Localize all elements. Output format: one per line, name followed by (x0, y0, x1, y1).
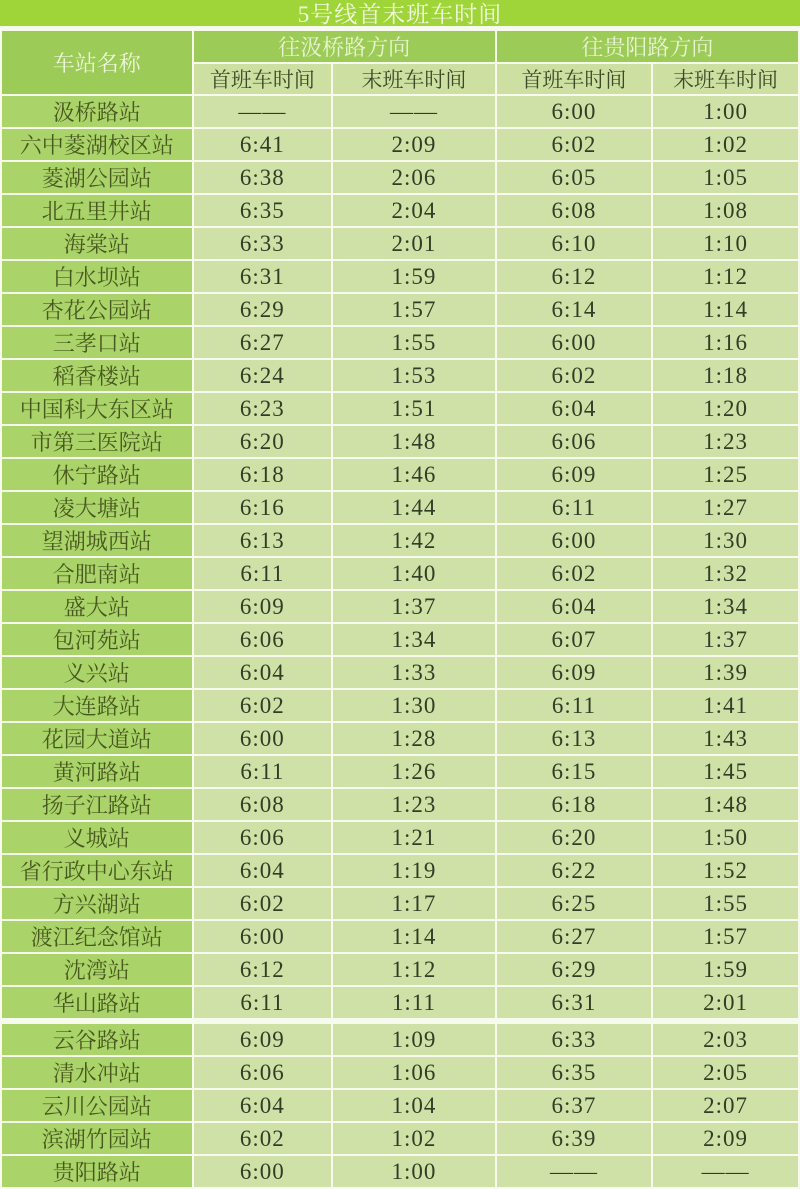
last-train-time-cell: 1:17 (332, 887, 496, 920)
last-train-time-cell: 2:07 (652, 1089, 799, 1122)
last-train-time-cell: 2:01 (652, 986, 799, 1021)
table-row (1, 458, 799, 491)
last-train-time-cell: 1:27 (652, 491, 799, 524)
direction-header-row (1, 30, 799, 63)
first-train-time-cell: 6:12 (193, 953, 333, 986)
last-train-time-cell: 1:14 (652, 293, 799, 326)
station-name-cell: 凌大塘站 (1, 491, 193, 524)
table-row (1, 524, 799, 557)
first-train-time-cell: 6:13 (496, 722, 652, 755)
last-train-time-cell: 1:28 (332, 722, 496, 755)
first-train-time-cell: 6:00 (496, 326, 652, 359)
first-train-time-cell: 6:04 (193, 1089, 333, 1122)
first-train-time-cell: 6:04 (193, 854, 333, 887)
station-name-cell: 望湖城西站 (1, 524, 193, 557)
first-train-time-cell: 6:09 (496, 458, 652, 491)
table-row (1, 854, 799, 887)
first-train-time-cell: 6:23 (193, 392, 333, 425)
last-train-time-cell: 1:21 (332, 821, 496, 854)
table-row (1, 920, 799, 953)
table-row (1, 1089, 799, 1122)
first-train-time-cell: 6:18 (193, 458, 333, 491)
last-train-time-cell: 1:59 (332, 260, 496, 293)
first-train-time-cell: 6:15 (496, 755, 652, 788)
first-train-time-cell: 6:33 (496, 1021, 652, 1056)
last-train-time-cell: 1:59 (652, 953, 799, 986)
station-name-cell: 扬子江路站 (1, 788, 193, 821)
table-row (1, 1021, 799, 1056)
station-name-cell: 海棠站 (1, 227, 193, 260)
first-train-time-cell: 6:05 (496, 161, 652, 194)
station-name-cell: 稻香楼站 (1, 359, 193, 392)
first-train-time-cell: 6:00 (193, 920, 333, 953)
last-train-time-cell: 2:09 (652, 1122, 799, 1155)
table-row (1, 392, 799, 425)
station-name-cell: 杏花公园站 (1, 293, 193, 326)
station-name-cell: 三孝口站 (1, 326, 193, 359)
last-train-time-cell: 1:34 (652, 590, 799, 623)
first-train-time-cell: 6:04 (193, 656, 333, 689)
first-train-time-cell: 6:33 (193, 227, 333, 260)
last-train-time-cell: 1:23 (332, 788, 496, 821)
first-train-time-cell: 6:20 (193, 425, 333, 458)
first-train-time-cell: 6:13 (193, 524, 333, 557)
last-train-time-cell: 1:45 (652, 755, 799, 788)
first-train-time-cell: 6:00 (193, 722, 333, 755)
last-train-time-cell: 1:11 (332, 986, 496, 1021)
dir1-last-train-header: 末班车时间 (332, 63, 496, 95)
first-train-time-cell: 6:10 (496, 227, 652, 260)
last-train-time-cell: 1:55 (332, 326, 496, 359)
last-train-time-cell: 1:51 (332, 392, 496, 425)
last-train-time-cell: 1:09 (332, 1021, 496, 1056)
first-train-time-cell: 6:07 (496, 623, 652, 656)
last-train-time-cell: 1:00 (652, 95, 799, 128)
last-train-time-cell: —— (332, 95, 496, 128)
last-train-time-cell: 2:09 (332, 128, 496, 161)
first-train-time-cell: 6:39 (496, 1122, 652, 1155)
first-train-time-cell: 6:11 (193, 755, 333, 788)
first-train-time-cell: 6:08 (193, 788, 333, 821)
first-train-time-cell: 6:31 (193, 260, 333, 293)
last-train-time-cell: 2:01 (332, 227, 496, 260)
station-name-cell: 大连路站 (1, 689, 193, 722)
last-train-time-cell: 1:16 (652, 326, 799, 359)
dir1-first-train-header: 首班车时间 (193, 63, 333, 95)
table-row (1, 326, 799, 359)
table-row (1, 194, 799, 227)
first-train-time-cell: 6:22 (496, 854, 652, 887)
first-train-time-cell: 6:09 (193, 590, 333, 623)
first-train-time-cell: 6:02 (496, 359, 652, 392)
station-name-cell: 休宁路站 (1, 458, 193, 491)
table-row (1, 953, 799, 986)
first-train-time-cell: 6:41 (193, 128, 333, 161)
table-row (1, 986, 799, 1021)
first-train-time-cell: —— (193, 95, 333, 128)
last-train-time-cell: 1:02 (652, 128, 799, 161)
direction1-header: 往汲桥路方向 (193, 30, 496, 63)
table-row (1, 95, 799, 128)
last-train-time-cell: 1:14 (332, 920, 496, 953)
first-train-time-cell: 6:29 (193, 293, 333, 326)
first-train-time-cell: 6:16 (193, 491, 333, 524)
last-train-time-cell: 1:37 (332, 590, 496, 623)
last-train-time-cell: 1:06 (332, 1056, 496, 1089)
table-row (1, 821, 799, 854)
first-train-time-cell: 6:06 (496, 425, 652, 458)
table-row (1, 227, 799, 260)
table-row (1, 425, 799, 458)
station-name-cell: 贵阳路站 (1, 1155, 193, 1188)
first-train-time-cell: 6:11 (496, 491, 652, 524)
table-row (1, 491, 799, 524)
table-row (1, 1155, 799, 1188)
first-train-time-cell: 6:00 (496, 95, 652, 128)
station-name-cell: 义城站 (1, 821, 193, 854)
direction2-header: 往贵阳路方向 (496, 30, 799, 63)
station-name-cell: 云谷路站 (1, 1021, 193, 1056)
first-train-time-cell: 6:04 (496, 590, 652, 623)
last-train-time-cell: 1:34 (332, 623, 496, 656)
station-name-cell: 盛大站 (1, 590, 193, 623)
last-train-time-cell: 1:44 (332, 491, 496, 524)
last-train-time-cell: 1:57 (332, 293, 496, 326)
table-row (1, 1122, 799, 1155)
table-row (1, 722, 799, 755)
first-train-time-cell: 6:25 (496, 887, 652, 920)
first-train-time-cell: 6:11 (193, 986, 333, 1021)
first-train-time-cell: 6:02 (496, 128, 652, 161)
table-row (1, 260, 799, 293)
table-row (1, 788, 799, 821)
last-train-time-cell: 1:25 (652, 458, 799, 491)
table-row (1, 161, 799, 194)
station-name-cell: 黄河路站 (1, 755, 193, 788)
last-train-time-cell: 1:02 (332, 1122, 496, 1155)
table-row (1, 1056, 799, 1089)
first-train-time-cell: 6:20 (496, 821, 652, 854)
first-train-time-cell: 6:06 (193, 1056, 333, 1089)
last-train-time-cell: 1:18 (652, 359, 799, 392)
last-train-time-cell: 1:30 (652, 524, 799, 557)
last-train-time-cell: 2:04 (332, 194, 496, 227)
first-train-time-cell: 6:06 (193, 821, 333, 854)
station-name-cell: 渡江纪念馆站 (1, 920, 193, 953)
first-train-time-cell: 6:00 (496, 524, 652, 557)
first-train-time-cell: 6:09 (496, 656, 652, 689)
dir2-first-train-header: 首班车时间 (496, 63, 652, 95)
last-train-time-cell: 1:39 (652, 656, 799, 689)
first-train-time-cell: 6:12 (496, 260, 652, 293)
station-name-cell: 花园大道站 (1, 722, 193, 755)
table-row (1, 293, 799, 326)
station-name-cell: 汲桥路站 (1, 95, 193, 128)
first-train-time-cell: 6:37 (496, 1089, 652, 1122)
table-row (1, 689, 799, 722)
last-train-time-cell: 1:32 (652, 557, 799, 590)
station-name-cell: 方兴湖站 (1, 887, 193, 920)
last-train-time-cell: 1:23 (652, 425, 799, 458)
table-row (1, 623, 799, 656)
last-train-time-cell: 1:52 (652, 854, 799, 887)
first-train-time-cell: 6:14 (496, 293, 652, 326)
page-title: 5号线首末班车时间 (0, 0, 800, 29)
last-train-time-cell: 1:20 (652, 392, 799, 425)
table-row (1, 590, 799, 623)
first-train-time-cell: 6:29 (496, 953, 652, 986)
table-row (1, 557, 799, 590)
first-train-time-cell: 6:00 (193, 1155, 333, 1188)
table-row (1, 887, 799, 920)
first-train-time-cell: 6:24 (193, 359, 333, 392)
last-train-time-cell: 1:19 (332, 854, 496, 887)
first-train-time-cell: 6:35 (193, 194, 333, 227)
first-train-time-cell: —— (496, 1155, 652, 1188)
table-row (1, 359, 799, 392)
last-train-time-cell: 1:00 (332, 1155, 496, 1188)
first-train-time-cell: 6:11 (496, 689, 652, 722)
station-name-cell: 省行政中心东站 (1, 854, 193, 887)
last-train-time-cell: 1:55 (652, 887, 799, 920)
first-train-time-cell: 6:35 (496, 1056, 652, 1089)
last-train-time-cell: 1:04 (332, 1089, 496, 1122)
station-name-cell: 云川公园站 (1, 1089, 193, 1122)
first-train-time-cell: 6:08 (496, 194, 652, 227)
last-train-time-cell: 1:12 (332, 953, 496, 986)
timetable (0, 29, 800, 1189)
station-name-cell: 菱湖公园站 (1, 161, 193, 194)
table-row (1, 128, 799, 161)
last-train-time-cell: 1:50 (652, 821, 799, 854)
station-name-cell: 合肥南站 (1, 557, 193, 590)
station-name-cell: 中国科大东区站 (1, 392, 193, 425)
first-train-time-cell: 6:04 (496, 392, 652, 425)
station-name-cell: 义兴站 (1, 656, 193, 689)
table-row (1, 656, 799, 689)
station-name-cell: 六中菱湖校区站 (1, 128, 193, 161)
timetable-body (1, 95, 799, 1188)
first-train-time-cell: 6:27 (193, 326, 333, 359)
first-train-time-cell: 6:11 (193, 557, 333, 590)
station-name-column-header: 车站名称 (1, 30, 193, 95)
last-train-time-cell: 1:37 (652, 623, 799, 656)
last-train-time-cell: 1:10 (652, 227, 799, 260)
last-train-time-cell: 1:43 (652, 722, 799, 755)
last-train-time-cell: 1:08 (652, 194, 799, 227)
dir2-last-train-header: 末班车时间 (652, 63, 799, 95)
last-train-time-cell: 2:03 (652, 1021, 799, 1056)
first-train-time-cell: 6:02 (193, 887, 333, 920)
last-train-time-cell: 1:30 (332, 689, 496, 722)
station-name-cell: 市第三医院站 (1, 425, 193, 458)
last-train-time-cell: 1:41 (652, 689, 799, 722)
station-name-cell: 清水冲站 (1, 1056, 193, 1089)
last-train-time-cell: 2:06 (332, 161, 496, 194)
last-train-time-cell: 1:57 (652, 920, 799, 953)
first-train-time-cell: 6:02 (193, 689, 333, 722)
first-train-time-cell: 6:02 (496, 557, 652, 590)
last-train-time-cell: 1:33 (332, 656, 496, 689)
first-train-time-cell: 6:38 (193, 161, 333, 194)
station-name-cell: 包河苑站 (1, 623, 193, 656)
table-row (1, 755, 799, 788)
first-train-time-cell: 6:02 (193, 1122, 333, 1155)
last-train-time-cell: —— (652, 1155, 799, 1188)
first-train-time-cell: 6:31 (496, 986, 652, 1021)
first-train-time-cell: 6:09 (193, 1021, 333, 1056)
station-name-cell: 沈湾站 (1, 953, 193, 986)
first-train-time-cell: 6:27 (496, 920, 652, 953)
last-train-time-cell: 1:46 (332, 458, 496, 491)
last-train-time-cell: 1:48 (652, 788, 799, 821)
station-name-cell: 华山路站 (1, 986, 193, 1021)
station-name-cell: 滨湖竹园站 (1, 1122, 193, 1155)
first-train-time-cell: 6:18 (496, 788, 652, 821)
last-train-time-cell: 1:42 (332, 524, 496, 557)
last-train-time-cell: 1:05 (652, 161, 799, 194)
last-train-time-cell: 1:53 (332, 359, 496, 392)
station-name-cell: 北五里井站 (1, 194, 193, 227)
last-train-time-cell: 1:40 (332, 557, 496, 590)
last-train-time-cell: 2:05 (652, 1056, 799, 1089)
first-train-time-cell: 6:06 (193, 623, 333, 656)
last-train-time-cell: 1:12 (652, 260, 799, 293)
station-name-cell: 白水坝站 (1, 260, 193, 293)
last-train-time-cell: 1:48 (332, 425, 496, 458)
last-train-time-cell: 1:26 (332, 755, 496, 788)
